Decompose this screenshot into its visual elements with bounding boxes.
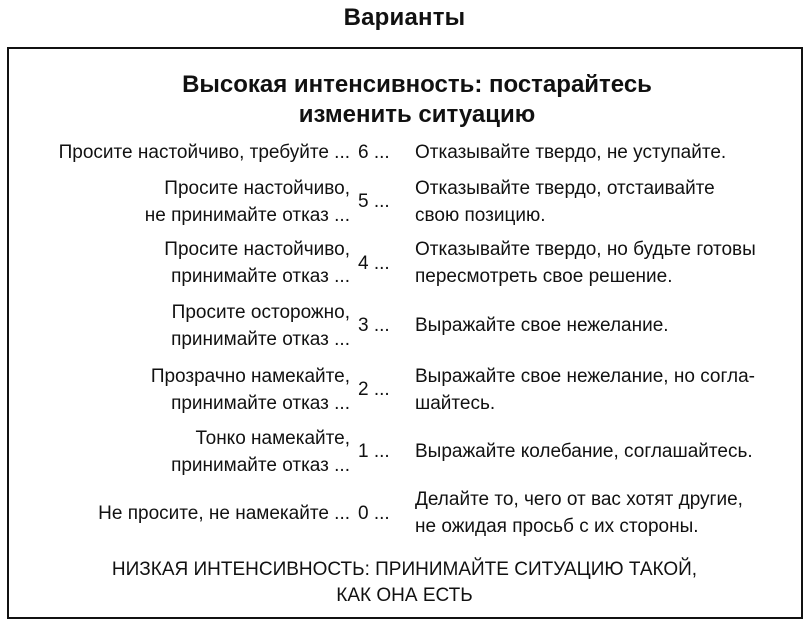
refusal-text [415, 438, 753, 465]
request-text-line: Просите настойчиво, [164, 239, 350, 260]
request-text-line: Просите настойчиво, [164, 178, 350, 199]
request-text [171, 299, 350, 353]
request-text-line: принимайте отказ ... [171, 266, 350, 287]
request-text-line: Просите осторожно, [171, 302, 350, 323]
refusal-text-line: пересмотреть свое решение. [415, 266, 673, 287]
high-intensity-heading-line-1: Высокая интенсивность: постарайтесь [182, 71, 652, 98]
request-text-line: Тонко намекайте, [195, 428, 350, 449]
low-intensity-heading-line-1: НИЗКАЯ ИНТЕНСИВНОСТЬ: ПРИНИМАЙТЕ СИТУАЦИЮ ТАКОЙ, [111, 559, 698, 580]
intensity-level: 2 ... [358, 379, 390, 400]
intensity-level: 5 ... [358, 191, 390, 212]
refusal-text [415, 312, 669, 339]
refusal-text [415, 486, 743, 540]
request-text-line: принимайте отказ ... [171, 393, 350, 414]
refusal-text-line: Делайте то, чего от вас хотят другие, [415, 489, 743, 510]
request-text [164, 236, 350, 290]
request-text [145, 175, 350, 229]
refusal-text [415, 363, 755, 417]
refusal-text-line: Отказывайте твердо, отстаивайте [415, 178, 715, 199]
intensity-level: 0 ... [358, 503, 390, 524]
low-intensity-heading-line-2: КАК ОНА ЕСТЬ [336, 585, 473, 606]
refusal-text-line: Отказывайте твердо, но будьте готовы [415, 239, 756, 260]
request-text-line: принимайте отказ ... [171, 455, 350, 476]
refusal-text-line: Отказывайте твердо, не уступайте. [415, 142, 727, 163]
intensity-level: 4 ... [358, 253, 390, 274]
intensity-level: 3 ... [358, 315, 390, 336]
refusal-text-line: Выражайте свое нежелание, но согла- [415, 366, 755, 387]
request-text-line: Не просите, не намекайте ... [98, 503, 350, 524]
page-title: Варианты [343, 4, 466, 31]
request-text [98, 500, 350, 527]
refusal-text [415, 236, 756, 290]
refusal-text-line: Выражайте свое нежелание. [415, 315, 669, 336]
request-text [59, 139, 350, 166]
intensity-level: 6 ... [358, 142, 390, 163]
refusal-text-line: не ожидая просьб с их стороны. [415, 516, 699, 537]
intensity-level: 1 ... [358, 441, 390, 462]
request-text [171, 425, 350, 479]
request-text-line: Просите настойчиво, требуйте ... [58, 142, 350, 163]
high-intensity-heading-line-2: изменить ситуацию [298, 101, 536, 128]
request-text-line: принимайте отказ ... [171, 329, 350, 350]
refusal-text [415, 139, 726, 166]
low-intensity-heading [0, 557, 809, 609]
request-text-line: не принимайте отказ ... [144, 205, 350, 226]
high-intensity-heading [0, 70, 809, 130]
refusal-text-line: шайтесь. [415, 393, 496, 414]
refusal-text-line: Выражайте колебание, соглашайтесь. [415, 441, 753, 462]
request-text-line: Прозрачно намекайте, [150, 366, 350, 387]
refusal-text [415, 175, 715, 229]
refusal-text-line: свою позицию. [415, 205, 546, 226]
request-text [151, 363, 350, 417]
